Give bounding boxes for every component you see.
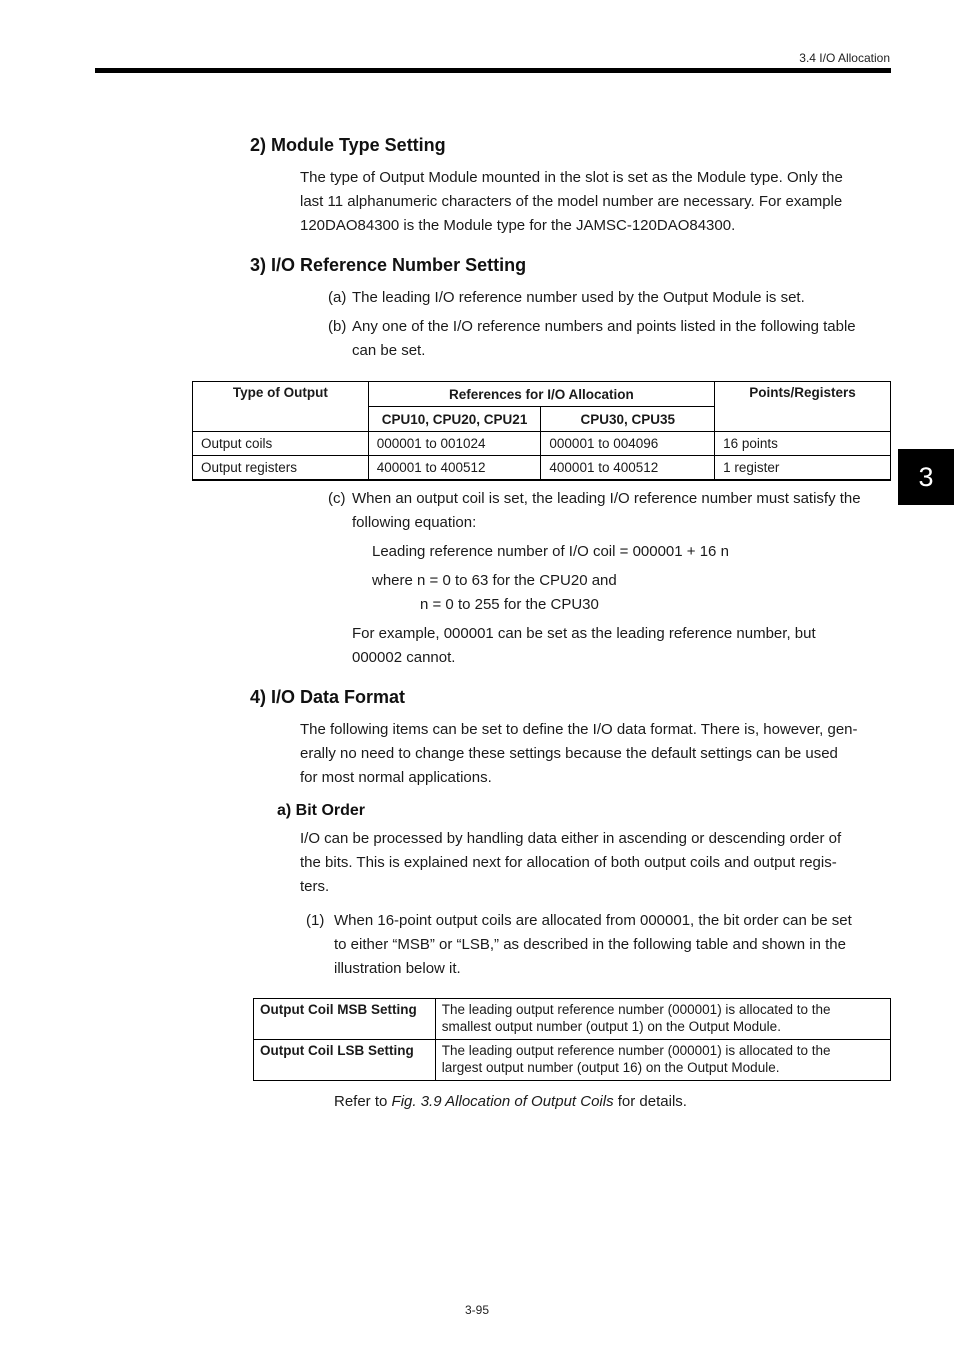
text-line: The following items can be set to define the I/O data format. There is, however, gen- [300,721,858,738]
list-item-1 [306,909,896,981]
data-format-paragraph [300,718,900,790]
list-label: (1) [306,912,325,929]
refer-note [334,1090,687,1114]
text-line: largest output number (output 16) on the Output Module. [441,1060,780,1075]
text-line: ters. [300,878,330,895]
text-line: For example, 000001 can be set as the leading reference number, but [352,625,816,642]
list-label: (a) [328,289,347,306]
table-cell: 400001 to 400512 [368,456,541,481]
list-text: to either “MSB” or “LSB,” as described in the following table and shown in the [334,936,846,953]
text-line: 120DAO84300 is the Module type for the JAMSC-120DAO84300. [300,217,736,234]
table-cell [435,1040,890,1081]
table-row [254,999,891,1040]
table-cell: Output coils [193,432,369,456]
text-line: erally no need to change these settings because the default settings can be used [300,745,838,762]
list-text: The leading I/O reference number used by the Output Module is set. [352,289,805,306]
header-rule [95,68,891,73]
section-heading-io-reference: 3) I/O Reference Number Setting [250,255,527,275]
text-line: 000002 cannot. [352,649,456,666]
table-row [193,432,891,456]
list-item-b [328,315,898,363]
table-cell [435,999,890,1040]
table-cell: 000001 to 001024 [368,432,541,456]
text-line: smallest output number (output 1) on the Output Module. [441,1019,781,1034]
header-cpu-group-2: CPU30, CPU35 [541,407,715,432]
page-number: 3-95 [464,1303,490,1317]
header-points-registers: Points/Registers [715,382,891,432]
refer-prefix: Refer to [334,1093,392,1110]
list-text: illustration below it. [334,960,461,977]
text-line: The leading output reference number (000001) is allocated to the [441,1002,831,1017]
table-cell: 1 register [715,456,891,481]
list-item-c [328,487,898,535]
list-text: When an output coil is set, the leading I/O reference number must satisfy the [352,490,861,507]
list-item-a [328,286,898,310]
list-label: (c) [328,490,346,507]
header-references: References for I/O Allocation [368,382,714,407]
list-text: can be set. [352,342,426,359]
equation: Leading reference number of I/O coil = 000001 + 16 n [372,543,729,560]
table-cell: 000001 to 004096 [541,432,715,456]
chapter-tab: 3 [898,449,954,505]
text-line: last 11 alphanumeric characters of the model number are necessary. For example [300,193,843,210]
table-row [193,456,891,481]
header-cpu-group-1: CPU10, CPU20, CPU21 [368,407,541,432]
table-cell: Output Coil MSB Setting [254,999,436,1040]
text-line: the bits. This is explained next for allocation of both output coils and output regis- [300,854,837,871]
section-heading-module-type: 2) Module Type Setting [250,135,446,155]
table-cell: 16 points [715,432,891,456]
table-cell: Output Coil LSB Setting [254,1040,436,1081]
text-line: The type of Output Module mounted in the slot is set as the Module type. Only the [300,169,843,186]
table-cell: 400001 to 400512 [541,456,715,481]
table-row [254,1040,891,1081]
list-text: Any one of the I/O reference numbers and points listed in the following table [352,318,856,335]
list-text: When 16-point output coils are allocated from 000001, the bit order can be set [334,912,852,929]
bit-order-paragraph [300,827,900,899]
subheading-bit-order: a) Bit Order [277,802,366,819]
io-reference-table [192,381,891,481]
figure-reference: Fig. 3.9 Allocation of Output Coils [391,1093,614,1110]
section-heading-io-data-format: 4) I/O Data Format [250,687,406,707]
module-type-paragraph [300,166,900,238]
text-line: I/O can be processed by handling data either in ascending or descending order of [300,830,842,847]
table-cell: Output registers [193,456,369,481]
text-line: for most normal applications. [300,769,492,786]
header-type-of-output: Type of Output [193,382,369,432]
coil-setting-table [253,998,891,1081]
running-header: 3.4 I/O Allocation [799,51,890,65]
refer-suffix: for details. [613,1093,687,1110]
list-label: (b) [328,318,347,335]
where-line-1: where n = 0 to 63 for the CPU20 and [372,572,617,589]
example-paragraph [352,622,892,670]
text-line: The leading output reference number (000001) is allocated to the [441,1043,831,1058]
list-text: following equation: [352,514,477,531]
where-line-2: n = 0 to 255 for the CPU30 [420,596,599,613]
